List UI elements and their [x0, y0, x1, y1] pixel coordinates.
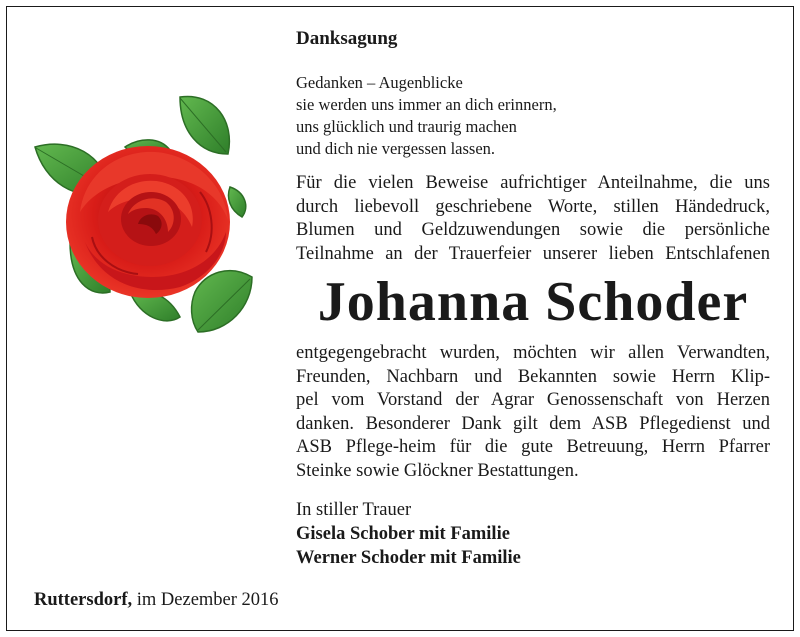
footer-date: im Dezember 2016: [136, 590, 279, 610]
text-line: Teilnahme an der Trauerfeier unserer lieben Entschlafenen: [296, 243, 770, 264]
text-line: entgegengebracht wurden, möchten wir allen Verwandten,: [296, 343, 770, 363]
text-line: durch liebevoll geschriebene Worte, stillen Händedruck,: [296, 196, 770, 217]
text-line: Für die vielen Beweise aufrichtiger Anteilnahme, die uns: [296, 173, 770, 193]
footer-place: Ruttersdorf,: [34, 590, 133, 610]
poem-line: und dich nie vergessen lassen.: [296, 139, 496, 158]
signoff-family: Gisela Schober mit Familie: [296, 524, 510, 544]
deceased-name: Johanna Schoder: [317, 271, 749, 333]
footer-place-date: [34, 590, 279, 611]
heading: Danksagung: [296, 28, 398, 49]
text-line: Blumen und Geldzuwendungen sowie die persönliche: [296, 220, 770, 240]
poem: [296, 72, 557, 160]
text-line: pel vom Vorstand der Agrar Genossenschaft von Herzen: [296, 390, 770, 410]
text-line: Steinke sowie Glöckner Bestattungen.: [296, 460, 579, 481]
signoff-intro: In stiller Trauer: [296, 500, 412, 520]
poem-line: Gedanken – Augenblicke: [296, 73, 463, 92]
thanks-intro-paragraph: [296, 172, 770, 266]
text-line: danken. Besonderer Dank gilt dem ASB Pflegedienst und: [296, 413, 770, 434]
signoff-family: Werner Schoder mit Familie: [296, 548, 521, 568]
red-rose-icon: [30, 92, 262, 344]
signoff: [296, 498, 521, 570]
poem-line: sie werden uns immer an dich erinnern,: [296, 95, 557, 114]
text-line: ASB Pflege-heim für die gute Betreuung, Herrn Pfarrer: [296, 437, 770, 457]
thanks-body-paragraph: [296, 342, 770, 483]
text-line: Freunden, Nachbarn und Bekannten sowie Herrn Klip-: [296, 366, 770, 387]
poem-line: uns glücklich und traurig machen: [296, 117, 517, 136]
